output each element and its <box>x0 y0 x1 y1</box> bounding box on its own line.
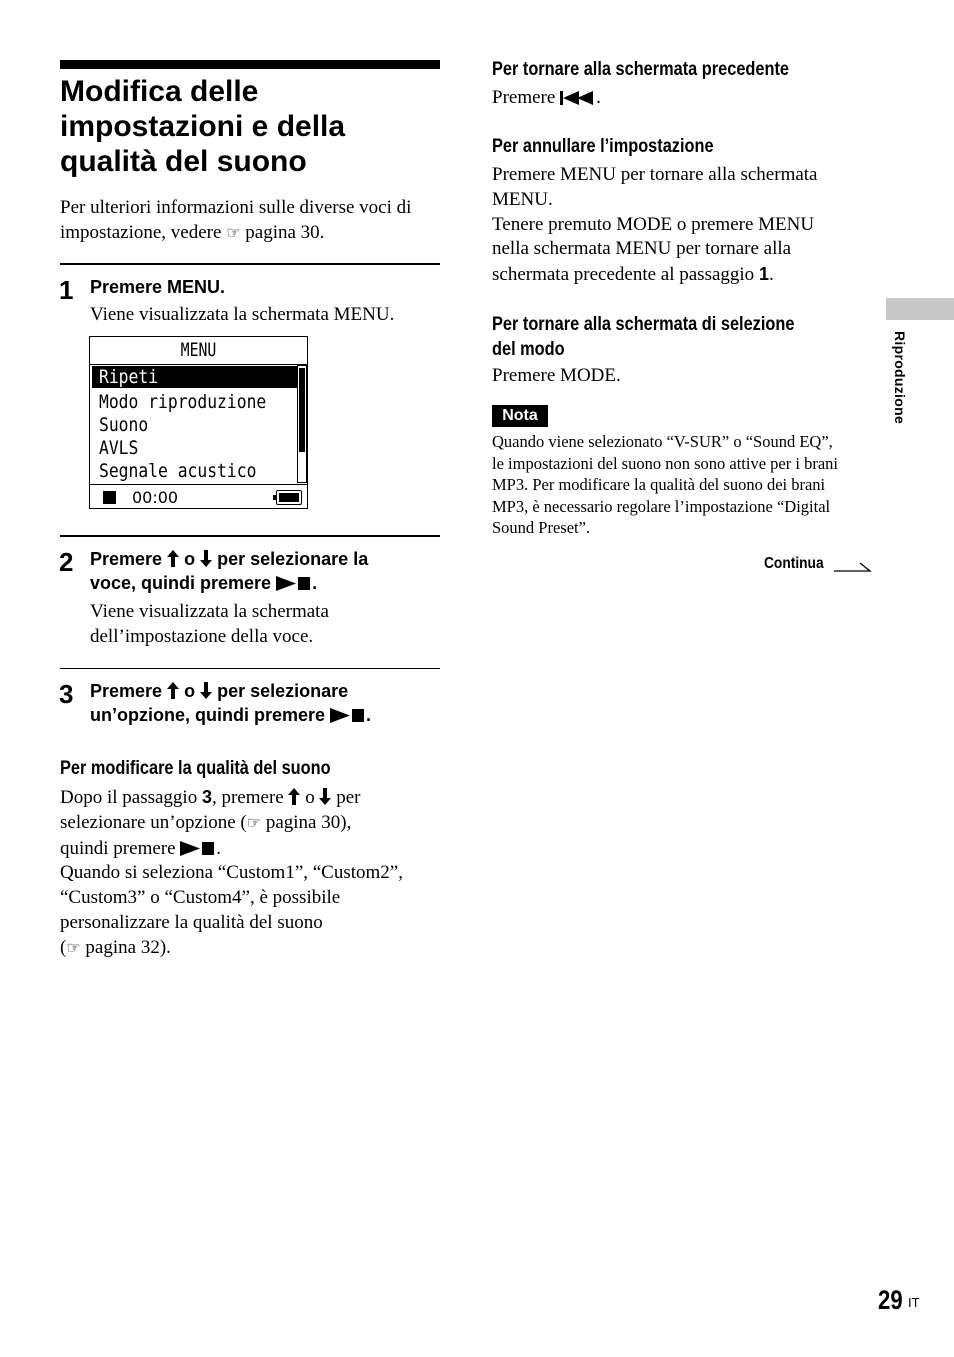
continue-arrow-icon <box>834 561 872 573</box>
step-3-text: Premere <box>90 681 163 701</box>
nota-line: Quando viene selezionato “V-SUR” o “Sound EQ”, <box>492 432 833 451</box>
nota-badge <box>492 405 548 427</box>
menu-item: Segnale acustico <box>99 460 257 482</box>
step-3-text: o <box>184 681 196 701</box>
menu-scrollbar <box>297 365 307 483</box>
nota-label: Nota <box>502 407 538 424</box>
nota-line: MP3. Per modificare la qualità del suono dei brani <box>492 475 826 495</box>
mode-text: Premere MODE. <box>492 365 621 386</box>
quality-text: ( <box>60 936 67 958</box>
back-text-label: Premere <box>492 87 556 108</box>
menu-item: Modo riproduzione <box>99 391 267 413</box>
page-title-line-2: impostazioni e della <box>60 110 346 143</box>
quality-text: Quando si seleziona “Custom1”, “Custom2”, <box>60 862 403 884</box>
section-tab <box>886 298 954 320</box>
step-1-instruction: Premere MENU. <box>90 277 226 297</box>
menu-item: Suono <box>99 414 149 436</box>
step-ref: 1 <box>758 264 769 285</box>
step-2-result-line: dell’impostazione della voce. <box>90 625 314 647</box>
page-language: IT <box>908 1295 920 1310</box>
divider <box>60 263 440 265</box>
intro-page-ref: pagina 30. <box>245 221 325 243</box>
divider <box>60 535 440 537</box>
period: . <box>216 837 222 859</box>
menu-scrollbar-thumb <box>299 368 305 452</box>
section-tab-label: Riproduzione <box>892 331 908 425</box>
period: . <box>366 705 372 725</box>
up-arrow-icon <box>167 682 179 699</box>
quality-text: quindi premere <box>60 837 176 859</box>
menu-screen-title: MENU <box>180 339 217 361</box>
divider <box>60 668 440 669</box>
step-2-text: Premere <box>90 549 163 569</box>
step-3-text: un’opzione, quindi premere <box>90 705 326 725</box>
step-number: 2 <box>59 547 74 577</box>
cancel-heading: Per annullare l’impostazione <box>492 136 714 157</box>
step-2-text: o <box>184 549 196 569</box>
step-3-text: per selezionare <box>217 681 349 701</box>
quality-text: “Custom3” o “Custom4”, è possibile <box>60 887 341 909</box>
cancel-line: nella schermata MENU per tornare alla <box>492 238 792 260</box>
quality-text: o <box>305 787 315 808</box>
down-arrow-icon <box>200 550 212 567</box>
period: . <box>768 264 774 286</box>
period: . <box>312 573 318 593</box>
play-pause-icon <box>330 708 366 723</box>
previous-track-icon <box>560 91 596 105</box>
step-2-text: voce, quindi premere <box>90 573 272 593</box>
play-pause-icon <box>276 576 312 591</box>
elapsed-time: 00:00 <box>132 488 179 507</box>
step-1-result: Viene visualizzata la schermata MENU. <box>90 304 395 325</box>
nota-line: MP3, è necessario regolare l’impostazione “Digital <box>492 496 831 516</box>
intro-line-1: Per ulteriori informazioni sulle diverse voci di <box>60 197 412 218</box>
menu-screen-divider <box>90 364 307 365</box>
cancel-paragraph <box>492 163 872 288</box>
cancel-line: schermata precedente al passaggio <box>492 264 755 286</box>
title-rule <box>60 60 440 69</box>
menu-item: AVLS <box>99 437 139 459</box>
nota-line: le impostazioni del suono non sono attive per i brani <box>492 453 838 473</box>
quality-text: personalizzare la qualità del suono <box>60 911 323 933</box>
period: . <box>596 87 601 108</box>
step-number: 1 <box>59 275 74 305</box>
step-2-result <box>90 600 329 650</box>
intro-paragraph <box>60 196 450 247</box>
step-2-result-line: Viene visualizzata la schermata <box>90 601 329 622</box>
nota-line: Sound Preset”. <box>492 518 591 538</box>
menu-status-divider <box>90 484 307 485</box>
up-arrow-icon <box>288 788 300 805</box>
mode-heading-line: Per tornare alla schermata di selezione <box>492 314 795 335</box>
up-arrow-icon <box>167 550 179 567</box>
quality-text: per <box>336 787 361 808</box>
play-pause-icon <box>180 841 216 856</box>
pointing-hand-icon: ☞ <box>66 939 81 957</box>
cancel-line: Tenere premuto MODE o premere MENU <box>492 213 815 235</box>
quality-text: selezionare un’opzione ( <box>60 811 247 833</box>
quality-text: Dopo il passaggio <box>60 787 198 808</box>
intro-line-2-text: impostazione, vedere <box>60 221 222 243</box>
nota-paragraph <box>492 431 838 539</box>
intro-line-2 <box>60 221 450 247</box>
continua-label <box>764 555 833 573</box>
page-number-value: 29 <box>878 1285 903 1315</box>
back-text <box>492 86 601 111</box>
battery-icon <box>276 490 302 505</box>
step-ref: 3 <box>201 787 212 807</box>
page-title-line-3: qualità del suono <box>60 145 307 178</box>
cancel-line: Premere MENU per tornare alla schermata <box>492 164 818 185</box>
stop-icon <box>103 491 116 504</box>
down-arrow-icon <box>200 682 212 699</box>
cancel-line: MENU. <box>492 188 553 210</box>
page-number <box>878 1285 920 1316</box>
step-2-text: per selezionare la <box>217 549 369 569</box>
mode-heading <box>492 312 794 362</box>
quality-paragraph <box>60 785 450 962</box>
pointing-hand-icon: ☞ <box>226 224 241 242</box>
step-2-instruction <box>90 547 440 595</box>
mode-heading-line: del modo <box>492 339 565 360</box>
back-heading: Per tornare alla schermata precedente <box>492 59 789 80</box>
step-number: 3 <box>59 679 74 709</box>
quality-text: , premere <box>211 787 284 808</box>
pointing-hand-icon: ☞ <box>246 814 262 832</box>
continua-text: Continua <box>764 555 824 572</box>
step-3-instruction <box>90 679 440 727</box>
quality-page-ref: pagina 32). <box>85 936 171 958</box>
page-title <box>60 74 345 179</box>
page-title-line-1: Modifica delle <box>60 75 259 108</box>
menu-screen <box>89 336 308 509</box>
quality-page-ref: pagina 30), <box>265 811 352 833</box>
down-arrow-icon <box>319 788 331 805</box>
menu-item-selected: Ripeti <box>99 366 159 388</box>
quality-heading: Per modificare la qualità del suono <box>60 758 331 779</box>
